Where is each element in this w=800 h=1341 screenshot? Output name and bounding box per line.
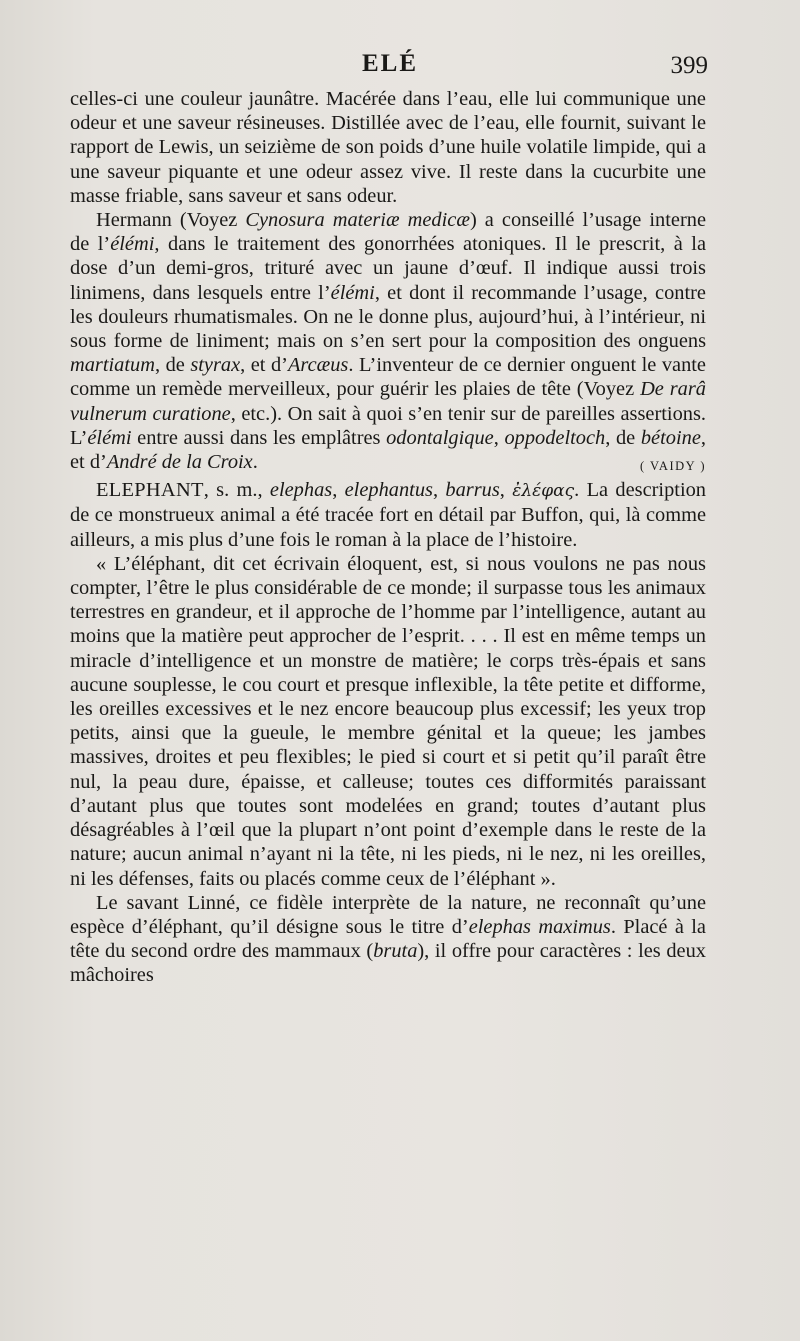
text-run: ), il offre pour caractères : les deux mâchoires <box>70 940 706 987</box>
italic-title: Cynosura materiæ medicæ <box>245 209 470 232</box>
latin-name: elephas <box>269 479 333 502</box>
author-signature: ( VAIDY ) <box>639 459 706 474</box>
text-run: , et d’ <box>70 426 706 474</box>
text-run: , <box>332 479 345 502</box>
body-text <box>70 87 706 988</box>
italic-term: odontalgique <box>386 426 494 449</box>
text-run: , et dont il recommande l’usage, contre les douleurs rhumatismales. On ne le donne plus, aujourd’hui, à l’intérieur, ni sous forme de liniment; mais on s’en sert pour la composition des onguens <box>70 281 706 353</box>
italic-term: élémi <box>110 233 155 256</box>
italic-term: André de la Croix <box>106 451 253 474</box>
text-run: . <box>252 451 258 474</box>
text-run: Le savant Linné, ce fidèle interprète de la nature, ne reconnaît qu’une espèce d’éléphant, qu’il désigne sous le titre d’ <box>70 891 706 938</box>
latin-name: barrus <box>445 479 500 502</box>
italic-term: martiatum <box>70 354 155 377</box>
paragraph-linnaeus <box>70 891 706 988</box>
text-run: , etc.). On sait à quoi s’en tenir sur de pareilles assertions. L’ <box>70 402 706 449</box>
text-run: . La description de ce monstrueux animal a été tracée fort en détail par Buffon, qui, là comme ailleurs, a mis plus d’une fois le roman à la place de l’histoire. <box>70 479 706 551</box>
page-header <box>70 50 710 86</box>
running-head: ELÉ <box>361 50 419 77</box>
headword: ELEPHANT <box>96 479 204 502</box>
paragraph-distillation: celles-ci une couleur jaunâtre. Macérée dans l’eau, elle lui communique une odeur et une saveur résineuses. Distillée avec de l’eau, elle fournit, suivant le rapport de Lewis, un seizième de son poids d’une huile volatile limpide, qui a une saveur piquante et une odeur assez vive. Il reste dans la cucurbite une masse friable, sans saveur et sans odeur. <box>70 88 706 207</box>
italic-title: De rarâ vulnerum curatione <box>70 378 706 425</box>
text-run: . L’inventeur de ce dernier onguent le vante comme un remède merveilleux, pour guérir les plaies de tête (Voyez <box>70 354 706 401</box>
text-run: entre aussi dans les emplâtres <box>131 426 387 449</box>
text-run: , de <box>605 426 641 449</box>
italic-term: élémi <box>330 281 375 304</box>
italic-term: élémi <box>87 426 132 449</box>
italic-term: bétoine <box>640 426 701 449</box>
text-run: . Placé à la tête du second ordre des mammaux ( <box>70 915 706 963</box>
text-run: , et d’ <box>240 354 288 377</box>
latin-name: elephas maximus <box>468 915 611 938</box>
text-run: , de <box>154 354 191 377</box>
paragraph-elephant-entry <box>70 478 706 552</box>
latin-name: bruta <box>373 940 418 963</box>
paragraph-buffon-quote: « L’éléphant, dit cet écrivain éloquent, est, si nous voulons ne pas nous compter, l’être le plus considérable de ce monde; il surpasse tous les animaux terrestres en grandeur, et il approche de l’homme par l’intelligence, autant au moins que la matière peut approcher de l’esprit. . . . Il est en même temps un miracle d’intelligence et un monstre de matière; le corps très-épais et sans aucune souplesse, le cou court et presque inflexible, la tête petite et difforme, les oreilles excessives et le nez encore beaucoup plus excessif; les yeux trop petits, ainsi que la gueule, le membre génital et la queue; les jambes massives, droites et peu flexibles; le pied si court et si petit qu’il paraît être nul, la peau dure, épaisse, et calleuse; toutes ces difformités paraissant d’autant plus que toutes sont modelées en grand; toutes d’autant plus désagréables à l’œil que la plupart n’ont point d’exemple dans le reste de la nature; aucun animal n’ayant ni la tête, ni les pieds, ni le nez, ni les oreilles, ni les défenses, faits ou placés comme ceux de l’éléphant ». <box>70 552 706 890</box>
greek-name: ἐλέφας <box>512 481 575 502</box>
text-run: , dans le traitement des gonorrhées atoniques. Il le prescrit, à la dose d’un demi-gros, trituré avec un jaune d’œuf. Il indique aussi trois linimens, dans lesquels entre l’ <box>70 233 706 304</box>
page-number: 399 <box>670 52 708 79</box>
italic-term: Arcæus <box>287 354 349 377</box>
text-run: , <box>499 479 513 502</box>
text-run: , <box>432 479 446 502</box>
italic-term: oppodeltoch <box>504 426 606 449</box>
text-run: , <box>493 426 505 449</box>
latin-name: elephantus <box>344 479 433 502</box>
text-run: , s. m., <box>203 479 270 502</box>
italic-term: styrax <box>190 354 241 377</box>
text-run: Hermann (Voyez <box>96 209 246 232</box>
text-run: ) a conseillé l’usage interne de l’ <box>70 209 706 256</box>
paragraph-hermann <box>70 208 706 474</box>
